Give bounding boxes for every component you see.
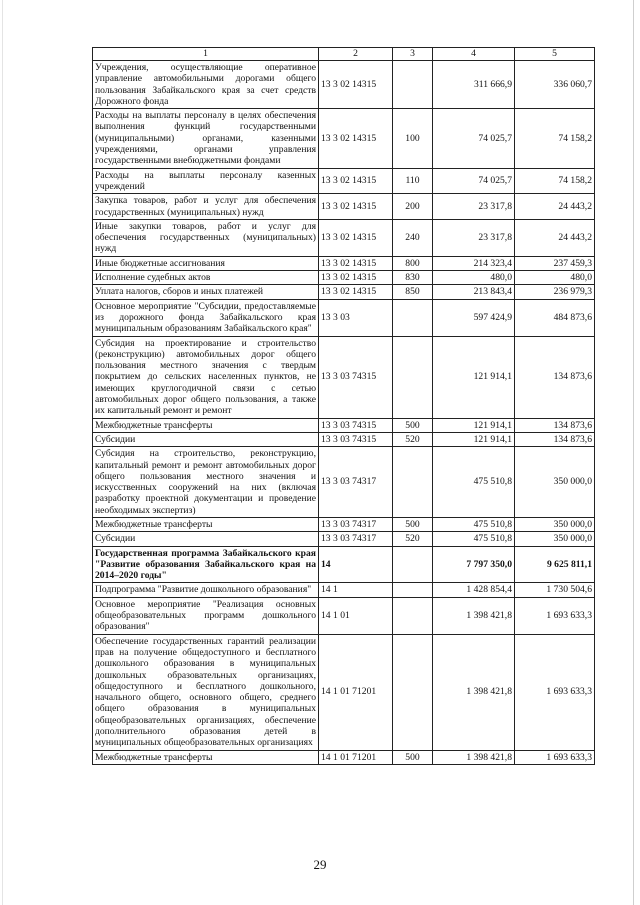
row-amount-2020-cell: 74 158,2 bbox=[515, 168, 595, 194]
table-row bbox=[93, 750, 595, 764]
table-row bbox=[93, 418, 595, 432]
row-expense-type-cell: 110 bbox=[393, 168, 433, 194]
row-code-cell: 13 3 02 14315 bbox=[319, 194, 393, 220]
row-expense-type-cell bbox=[393, 597, 433, 634]
row-expense-type-cell: 850 bbox=[393, 285, 433, 299]
row-amount-2020-cell: 1 693 633,3 bbox=[515, 597, 595, 634]
row-name-cell: Межбюджетные трансферты bbox=[93, 517, 319, 531]
row-name-cell: Иные бюджетные ассигнования bbox=[93, 256, 319, 270]
table-row bbox=[93, 219, 595, 256]
row-amount-2020-cell: 74 158,2 bbox=[515, 109, 595, 168]
row-name-cell: Уплата налогов, сборов и иных платежей bbox=[93, 285, 319, 299]
row-amount-2020-cell: 480,0 bbox=[515, 271, 595, 285]
row-amount-2019-cell: 7 797 350,0 bbox=[433, 546, 515, 583]
row-expense-type-cell: 520 bbox=[393, 432, 433, 446]
table-row bbox=[93, 546, 595, 583]
row-name-cell: Основное мероприятие "Субсидии, предоставляемые из дорожного фонда Забайкальского края муниципальным образованиям Забайкальского края" bbox=[93, 299, 319, 336]
row-name-cell: Субсидии bbox=[93, 432, 319, 446]
row-amount-2019-cell: 597 424,9 bbox=[433, 299, 515, 336]
row-amount-2019-cell: 121 914,1 bbox=[433, 336, 515, 418]
row-name-cell: Закупка товаров, работ и услуг для обеспечения государственных (муниципальных) нужд bbox=[93, 194, 319, 220]
row-name-cell: Субсидия на строительство, реконструкцию, капитальный ремонт и ремонт автомобильных дорог общего пользования местного значения и искусственных сооружений на них (включая разработку проектной документации и проведение необходимых экспертиз) bbox=[93, 447, 319, 518]
row-expense-type-cell: 500 bbox=[393, 517, 433, 531]
row-expense-type-cell: 520 bbox=[393, 532, 433, 546]
table-row bbox=[93, 256, 595, 270]
row-expense-type-cell bbox=[393, 546, 433, 583]
table-row bbox=[93, 517, 595, 531]
row-amount-2019-cell: 74 025,7 bbox=[433, 168, 515, 194]
row-amount-2020-cell: 9 625 811,1 bbox=[515, 546, 595, 583]
row-code-cell: 14 1 bbox=[319, 583, 393, 597]
table-row bbox=[93, 634, 595, 750]
row-code-cell: 13 3 02 14315 bbox=[319, 61, 393, 109]
table-row bbox=[93, 583, 595, 597]
row-code-cell: 13 3 03 74315 bbox=[319, 432, 393, 446]
row-amount-2020-cell: 1 693 633,3 bbox=[515, 750, 595, 764]
row-name-cell: Межбюджетные трансферты bbox=[93, 418, 319, 432]
row-amount-2020-cell: 336 060,7 bbox=[515, 61, 595, 109]
row-expense-type-cell: 500 bbox=[393, 418, 433, 432]
row-expense-type-cell: 200 bbox=[393, 194, 433, 220]
row-amount-2020-cell: 237 459,3 bbox=[515, 256, 595, 270]
row-amount-2020-cell: 350 000,0 bbox=[515, 532, 595, 546]
row-code-cell: 13 3 03 74315 bbox=[319, 418, 393, 432]
row-expense-type-cell bbox=[393, 583, 433, 597]
header-col-code: 2 bbox=[319, 48, 393, 61]
table-row bbox=[93, 597, 595, 634]
row-amount-2019-cell: 1 398 421,8 bbox=[433, 634, 515, 750]
row-amount-2019-cell: 23 317,8 bbox=[433, 219, 515, 256]
row-code-cell: 13 3 03 74317 bbox=[319, 532, 393, 546]
row-amount-2020-cell: 350 000,0 bbox=[515, 447, 595, 518]
row-code-cell: 13 3 02 14315 bbox=[319, 256, 393, 270]
header-col-2019: 4 bbox=[433, 48, 515, 61]
row-name-cell: Иные закупки товаров, работ и услуг для обеспечения государственных (муниципальных) нужд bbox=[93, 219, 319, 256]
table-row bbox=[93, 336, 595, 418]
row-expense-type-cell: 100 bbox=[393, 109, 433, 168]
row-amount-2019-cell: 1 398 421,8 bbox=[433, 750, 515, 764]
row-amount-2020-cell: 134 873,6 bbox=[515, 418, 595, 432]
row-expense-type-cell bbox=[393, 634, 433, 750]
row-expense-type-cell bbox=[393, 299, 433, 336]
row-code-cell: 13 3 02 14315 bbox=[319, 271, 393, 285]
row-amount-2020-cell: 484 873,6 bbox=[515, 299, 595, 336]
row-code-cell: 13 3 03 74317 bbox=[319, 517, 393, 531]
header-row bbox=[93, 48, 595, 61]
row-code-cell: 14 1 01 71201 bbox=[319, 750, 393, 764]
header-col-name: 1 bbox=[93, 48, 319, 61]
table-row bbox=[93, 285, 595, 299]
row-amount-2019-cell: 311 666,9 bbox=[433, 61, 515, 109]
row-amount-2020-cell: 1 730 504,6 bbox=[515, 583, 595, 597]
row-expense-type-cell bbox=[393, 336, 433, 418]
row-amount-2019-cell: 121 914,1 bbox=[433, 418, 515, 432]
row-amount-2019-cell: 121 914,1 bbox=[433, 432, 515, 446]
row-amount-2019-cell: 213 843,4 bbox=[433, 285, 515, 299]
row-code-cell: 13 3 02 14315 bbox=[319, 109, 393, 168]
page-edge-right bbox=[633, 0, 634, 905]
row-amount-2020-cell: 236 979,3 bbox=[515, 285, 595, 299]
table-row bbox=[93, 447, 595, 518]
row-name-cell: Субсидия на проектирование и строительство (реконструкцию) автомобильных дорог общего пользования местного значения с твердым покрытием до сельских населенных пунктов, не имеющих круглогодичной связи с сетью автомобильных дорог общего пользования, а также их капитальный ремонт и ремонт bbox=[93, 336, 319, 418]
row-name-cell: Расходы на выплаты персоналу в целях обеспечения выполнения функций государственными (муниципальными) органами, казенными учреждениями, органами управления государственными внебюджетными фондами bbox=[93, 109, 319, 168]
row-code-cell: 14 bbox=[319, 546, 393, 583]
row-amount-2019-cell: 214 323,4 bbox=[433, 256, 515, 270]
page-edge-left bbox=[2, 0, 3, 905]
row-amount-2019-cell: 475 510,8 bbox=[433, 532, 515, 546]
table-row bbox=[93, 61, 595, 109]
row-name-cell: Межбюджетные трансферты bbox=[93, 750, 319, 764]
table-body bbox=[93, 61, 595, 765]
row-amount-2020-cell: 1 693 633,3 bbox=[515, 634, 595, 750]
row-name-cell: Государственная программа Забайкальского края "Развитие образования Забайкальского края на 2014–2020 годы" bbox=[93, 546, 319, 583]
page-number: 29 bbox=[313, 857, 327, 872]
row-name-cell: Расходы на выплаты персоналу казенных учреждений bbox=[93, 168, 319, 194]
row-expense-type-cell bbox=[393, 61, 433, 109]
row-amount-2019-cell: 23 317,8 bbox=[433, 194, 515, 220]
row-amount-2020-cell: 24 443,2 bbox=[515, 194, 595, 220]
row-amount-2019-cell: 475 510,8 bbox=[433, 447, 515, 518]
row-name-cell: Обеспечение государственных гарантий реализации прав на получение общедоступного и бесплатного дошкольного образования в муниципальных дошкольных образовательных организациях, общедоступного и бесплатного дошкольного, начального общего, основного общего, среднего общего образования в муниципальных общеобразовательных организациях, обеспечение дополнительного образования детей в муниципальных общеобразовательных организациях bbox=[93, 634, 319, 750]
row-expense-type-cell bbox=[393, 447, 433, 518]
row-code-cell: 14 1 01 71201 bbox=[319, 634, 393, 750]
row-name-cell: Подпрограмма "Развитие дошкольного образования" bbox=[93, 583, 319, 597]
table-row bbox=[93, 168, 595, 194]
table-row bbox=[93, 194, 595, 220]
table-row bbox=[93, 271, 595, 285]
row-expense-type-cell: 830 bbox=[393, 271, 433, 285]
row-code-cell: 13 3 02 14315 bbox=[319, 219, 393, 256]
row-name-cell: Исполнение судебных актов bbox=[93, 271, 319, 285]
row-amount-2019-cell: 1 398 421,8 bbox=[433, 597, 515, 634]
row-code-cell: 13 3 03 74317 bbox=[319, 447, 393, 518]
row-name-cell: Субсидии bbox=[93, 532, 319, 546]
row-code-cell: 14 1 01 bbox=[319, 597, 393, 634]
row-expense-type-cell: 240 bbox=[393, 219, 433, 256]
row-name-cell: Основное мероприятие "Реализация основных общеобразовательных программ дошкольного образования" bbox=[93, 597, 319, 634]
row-amount-2019-cell: 74 025,7 bbox=[433, 109, 515, 168]
row-code-cell: 13 3 02 14315 bbox=[319, 168, 393, 194]
row-code-cell: 13 3 02 14315 bbox=[319, 285, 393, 299]
table-row bbox=[93, 299, 595, 336]
table-row bbox=[93, 432, 595, 446]
table-row bbox=[93, 532, 595, 546]
row-name-cell: Учреждения, осуществляющие оперативное управление автомобильными дорогами общего пользования Забайкальского края за счет средств Дорожного фонда bbox=[93, 61, 319, 109]
row-amount-2020-cell: 24 443,2 bbox=[515, 219, 595, 256]
header-col-vr: 3 bbox=[393, 48, 433, 61]
row-amount-2019-cell: 1 428 854,4 bbox=[433, 583, 515, 597]
table-row bbox=[93, 109, 595, 168]
row-amount-2019-cell: 475 510,8 bbox=[433, 517, 515, 531]
row-expense-type-cell: 800 bbox=[393, 256, 433, 270]
row-expense-type-cell: 500 bbox=[393, 750, 433, 764]
row-amount-2020-cell: 134 873,6 bbox=[515, 336, 595, 418]
row-amount-2020-cell: 350 000,0 bbox=[515, 517, 595, 531]
header-col-2020: 5 bbox=[515, 48, 595, 61]
budget-table bbox=[92, 47, 595, 765]
row-code-cell: 13 3 03 74315 bbox=[319, 336, 393, 418]
row-code-cell: 13 3 03 bbox=[319, 299, 393, 336]
row-amount-2019-cell: 480,0 bbox=[433, 271, 515, 285]
row-amount-2020-cell: 134 873,6 bbox=[515, 432, 595, 446]
